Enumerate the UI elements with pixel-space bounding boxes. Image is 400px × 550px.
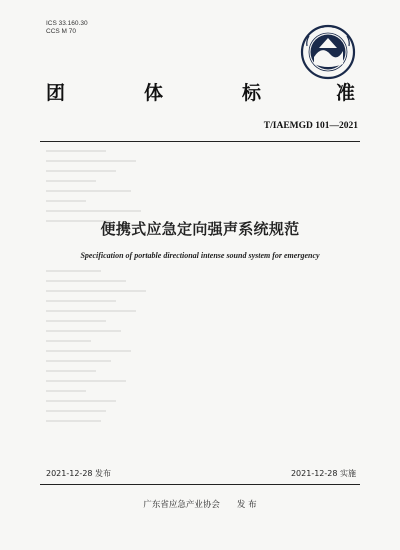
standard-number: T/IAEMGD 101—2021 (263, 121, 358, 131)
ccs-code: CCS M 70 (46, 28, 76, 35)
publisher: 广东省应急产业协会 发 布 (143, 500, 257, 510)
top-divider (40, 141, 360, 142)
implementation-date: 2021-12-28 实施 (290, 469, 356, 478)
issue-date: 2021-12-28 发布 (46, 469, 112, 478)
document-title-cn: 便携式应急定向强声系统规范 (100, 220, 300, 238)
standard-type-char: 标 (242, 82, 262, 104)
association-seal-icon (300, 24, 356, 80)
standard-type-char: 团 (46, 82, 66, 104)
bottom-divider (40, 484, 360, 485)
standard-type-heading (46, 78, 358, 102)
document-title-en: Specification of portable directional intense sound system for emergency (80, 251, 320, 260)
standard-type-char: 体 (144, 82, 164, 104)
bleed-through-texture (46, 150, 166, 450)
standard-type-char: 准 (336, 82, 356, 104)
ics-code: ICS 33.160.30 (46, 20, 88, 27)
